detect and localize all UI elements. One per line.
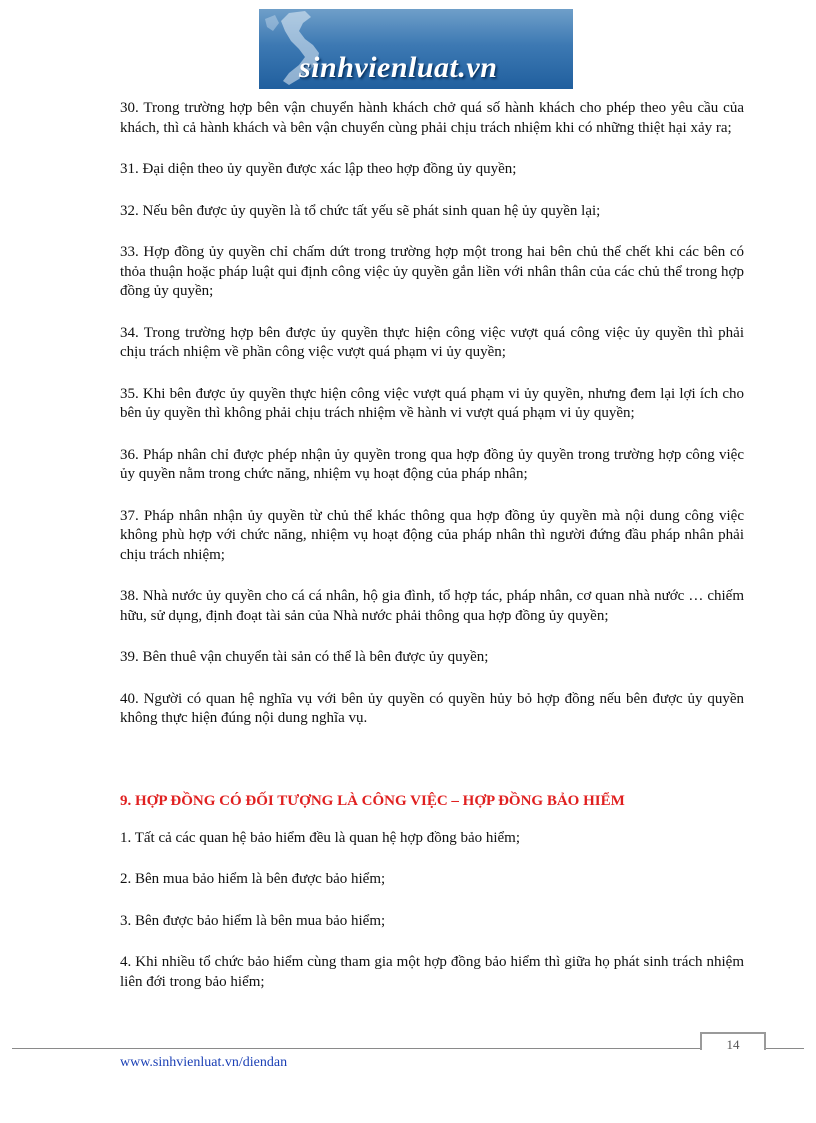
site-logo [259, 9, 573, 89]
footer-divider [12, 1048, 804, 1049]
page-number: 14 [700, 1032, 766, 1050]
list-item: 31. Đại diện theo ủy quyền được xác lập theo hợp đồng ủy quyền; [120, 161, 517, 177]
list-item: 38. Nhà nước ủy quyền cho cá cá nhân, hộ gia đình, tổ hợp tác, pháp nhân, cơ quan nhà nước … chiếm hữu, sử dụng, định đoạt tài sản của Nhà nước phải thông qua hợp đồng ủy quyền; [120, 588, 744, 624]
list-item: 2. Bên mua bảo hiểm là bên được bảo hiểm; [120, 871, 386, 887]
section-heading: 9. HỢP ĐỒNG CÓ ĐỐI TƯỢNG LÀ CÔNG VIỆC – HỢP ĐỒNG BẢO HIỂM [120, 792, 625, 809]
list-item: 35. Khi bên được ủy quyền thực hiện công việc vượt quá phạm vi ủy quyền, nhưng đem lại lợi ích cho bên ủy quyền thì không phải chịu trách nhiệm về hành vi vượt quá phạm vi ủy quyền; [120, 385, 744, 421]
list-item: 37. Pháp nhân nhận ủy quyền từ chủ thể khác thông qua hợp đồng ủy quyền mà nội dung công việc không phù hợp với chức năng, nhiệm vụ hoạt động của pháp nhân thì người đứng đầu pháp nhân phải chịu trách nhiệm; [120, 507, 744, 563]
list-item: 1. Tất cả các quan hệ bảo hiểm đều là quan hệ hợp đồng bảo hiểm; [120, 829, 521, 846]
list-item: 30. Trong trường hợp bên vận chuyển hành khách chở quá số hành khách cho phép theo yêu cầu của khách, thì cả hành khách và bên vận chuyển cùng phải chịu trách nhiệm khi có những thiệt hại xảy ra; [120, 100, 744, 136]
logo-text: sinhvienluat.vn [299, 51, 498, 84]
list-item: 34. Trong trường hợp bên được ủy quyền thực hiện công việc vượt quá công việc ủy quyền thì phải chịu trách nhiệm về phần công việc vượt quá phạm vi ủy quyền; [120, 324, 744, 360]
list-item: 33. Hợp đồng ủy quyền chỉ chấm dứt trong trường hợp một trong hai bên chủ thể chết khi các bên có thỏa thuận hoặc pháp luật qui định công việc ủy quyền gắn liền với nhân thân của các chủ thể trong hợp đồng ủy quyền; [120, 244, 744, 299]
list-item: 39. Bên thuê vận chuyển tài sản có thể là bên được ủy quyền; [120, 649, 489, 665]
list-item: 36. Pháp nhân chỉ được phép nhận ủy quyền trong qua hợp đồng ủy quyền trong trường hợp công việc ủy quyền nằm trong chức năng, nhiệm vụ hoạt động của pháp nhân; [120, 446, 744, 482]
list-item: 3. Bên được bảo hiểm là bên mua bảo hiểm; [120, 912, 386, 929]
footer-link[interactable]: www.sinhvienluat.vn/diendan [120, 1055, 288, 1070]
list-item: 40. Người có quan hệ nghĩa vụ với bên ủy quyền có quyền hủy bỏ hợp đồng nếu bên được ủy quyền không thực hiện đúng nội dung nghĩa vụ. [120, 690, 744, 726]
list-item: 4. Khi nhiều tổ chức bảo hiểm cùng tham gia một hợp đồng bảo hiểm thì giữa họ phát sinh trách nhiệm liên đới trong bảo hiểm; [120, 954, 744, 990]
list-item: 32. Nếu bên được ủy quyền là tổ chức tất yếu sẽ phát sinh quan hệ ủy quyền lại; [120, 202, 601, 219]
document-body [120, 99, 744, 1014]
